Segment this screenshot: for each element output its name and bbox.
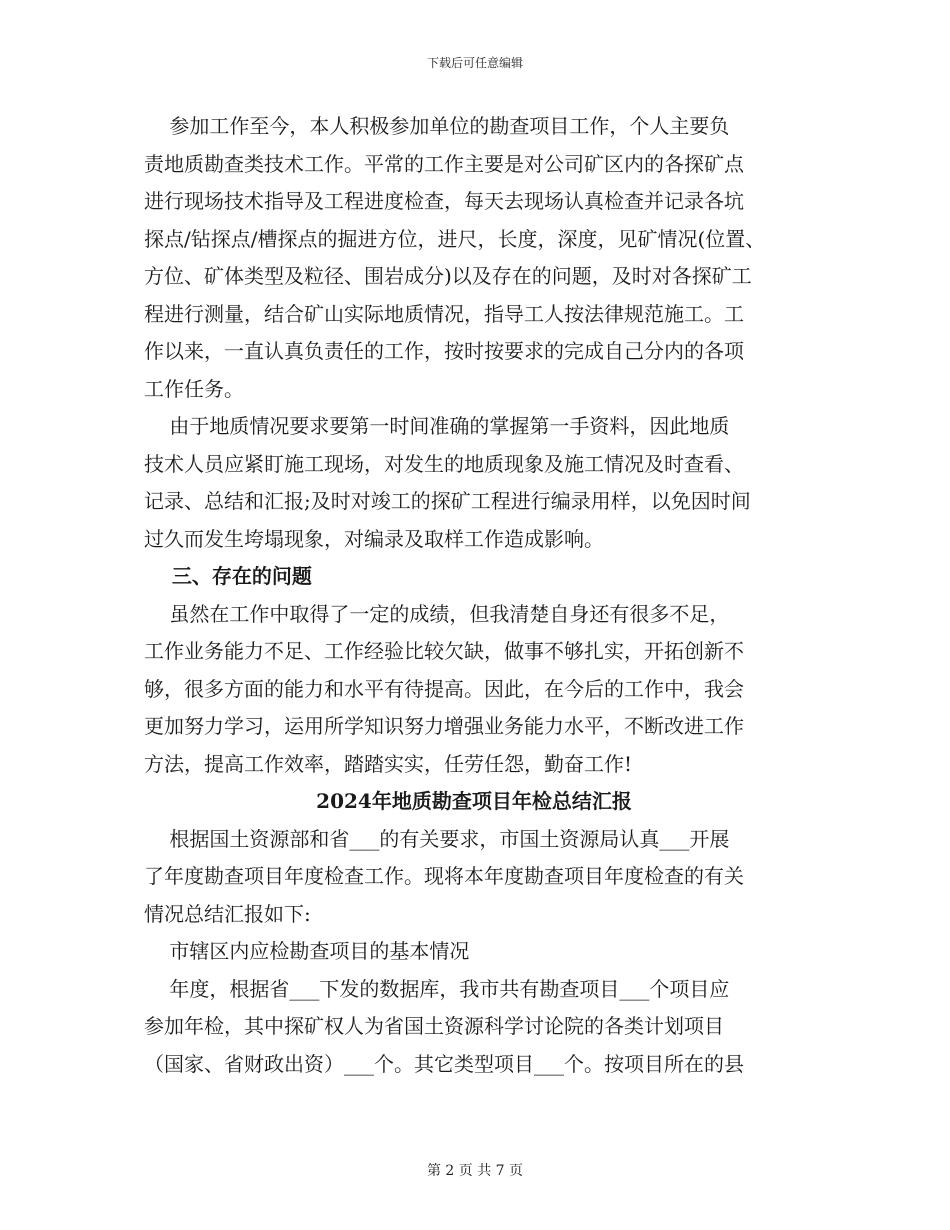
- body-line: 记录、总结和汇报;及时对竣工的探矿工程进行编录用样，以免因时间: [144, 489, 751, 513]
- body-line: 市辖区内应检勘查项目的基本情况: [144, 939, 470, 963]
- body-line: 责地质勘查类技术工作。平常的工作主要是对公司矿区内的各探矿点: [144, 151, 744, 176]
- body-line: 探点/钻探点/槽探点的掘进方位，进尺，长度，深度，见矿情况(位置、: [144, 226, 766, 251]
- body-line: 工作业务能力不足、工作经验比较欠缺，做事不够扎实，开拓创新不: [144, 639, 744, 663]
- document-body: [144, 108, 804, 1083]
- body-line: （国家、省财政出资）___个。其它类型项目___个。按项目所在的县: [144, 1051, 744, 1076]
- body-line: 年度，根据省___下发的数据库，我市共有勘查项目___个项目应: [144, 976, 730, 1001]
- body-line: 参加工作至今，本人积极参加单位的勘查项目工作，个人主要负: [144, 114, 730, 138]
- page-footer: 第 2 页 共 7 页: [426, 1163, 524, 1179]
- body-line: 过久而发生垮塌现象，对编录及取样工作造成影响。: [144, 526, 604, 551]
- body-line: 方法，提高工作效率，踏踏实实，任劳任怨，勤奋工作!: [144, 751, 633, 776]
- body-line: 了年度勘查项目年度检查工作。现将本年度勘查项目年度检查的有关: [144, 864, 744, 888]
- body-line: 更加努力学习，运用所学知识努力增强业务能力水平，不断改进工作: [144, 714, 744, 738]
- body-line: 由于地质情况要求要第一时间准确的掌握第一手资料，因此地质: [144, 414, 730, 438]
- body-line: 根据国土资源部和省___的有关要求，市国土资源局认真___开展: [144, 826, 730, 851]
- body-line: 方位、矿体类型及粒径、围岩成分)以及存在的问题，及时对各探矿工: [144, 264, 752, 288]
- body-line: 情况总结汇报如下:: [144, 901, 311, 926]
- page-header: 下载后可任意编辑: [426, 56, 523, 70]
- body-line: 够，很多方面的能力和水平有待提高。因此，在今后的工作中，我会: [144, 676, 744, 701]
- body-line: 虽然在工作中取得了一定的成绩，但我清楚自身还有很多不足，: [144, 601, 730, 626]
- body-line: 技术人员应紧盯施工现场，对发生的地质现象及施工情况及时查看、: [144, 451, 744, 476]
- body-line: 进行现场技术指导及工程进度检查，每天去现场认真检查并记录各坑: [144, 189, 744, 213]
- body-line: 作以来，一直认真负责任的工作，按时按要求的完成自己分内的各项: [144, 339, 744, 363]
- body-line: 工作任务。: [144, 376, 244, 401]
- body-line: 程进行测量，结合矿山实际地质情况，指导工人按法律规范施工。工: [144, 301, 744, 326]
- report-title: 2024年地质勘查项目年检总结汇报: [316, 789, 632, 813]
- body-line: 参加年检，其中探矿权人为省国土资源科学讨论院的各类计划项目: [144, 1014, 724, 1038]
- section-heading: 三、存在的问题: [144, 564, 312, 588]
